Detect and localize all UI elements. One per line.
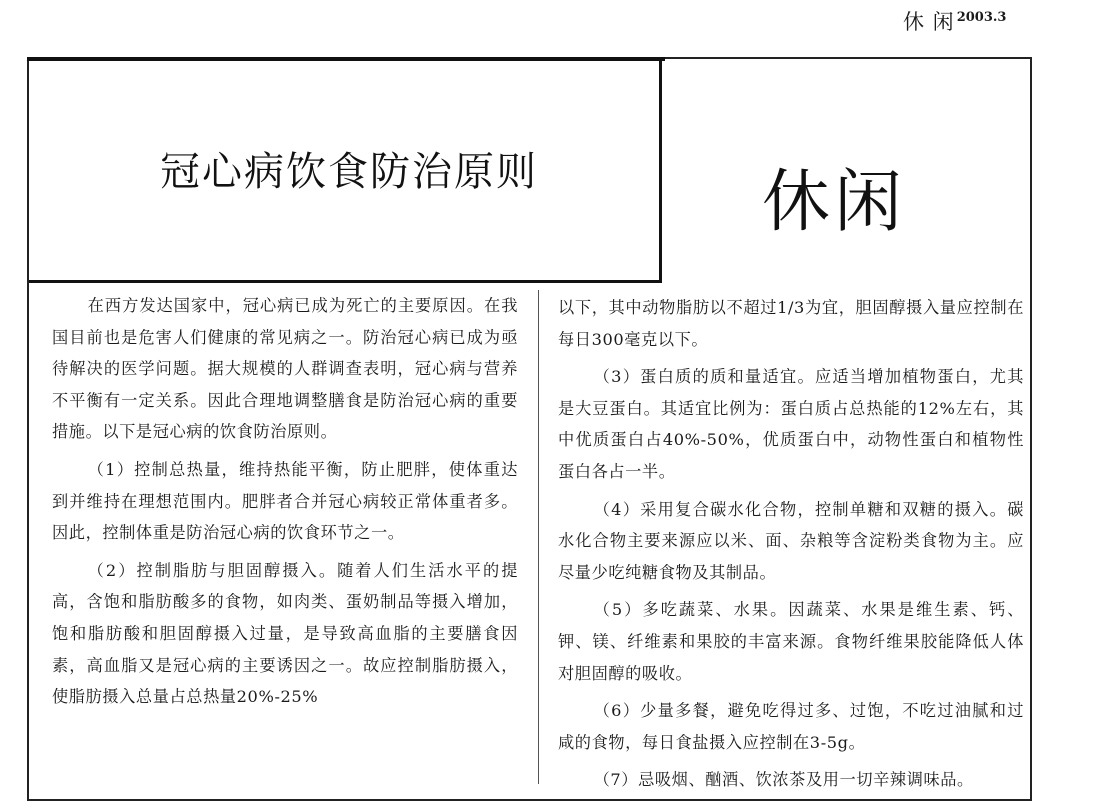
paragraph-principle-7: （7）忌吸烟、酗酒、饮浓茶及用一切辛辣调味品。 [593,770,974,790]
header-section-tag [903,6,1006,36]
section-brand-title: 休闲 [762,163,907,242]
column-divider [538,290,539,784]
paragraph-principle-2-continued: 以下，其中动物脂肪以不超过1/3为宜，胆固醇摄入量应控制在每日300毫克以下。 [558,298,1024,349]
paragraph-principle-1: （1）控制总热量，维持热能平衡，防止肥胖，使体重达到并维持在理想范围内。肥胖者合并冠心病较正常体重者多。因此，控制体重是防治冠心病的饮食环节之一。 [52,459,518,543]
paragraph-principle-2: （2）控制脂肪与胆固醇摄入。随着人们生活水平的提高，含饱和脂肪酸多的食物，如肉类、蛋奶制品等摄入增加，饱和脂肪酸和胆固醇摄入过量，是导致高血脂的主要膳食因素，高血脂又是冠心病的主要诱因之一。故应控制脂肪摄入，使脂肪摄入总量占总热量20%-25% [52,560,518,707]
paragraph-principle-3: （3）蛋白质的质和量适宜。应适当增加植物蛋白，尤其是大豆蛋白。其适宜比例为：蛋白质占总热能的12%左右，其中优质蛋白占40%-50%，优质蛋白中，动物性蛋白和植物性蛋白各占一半。 [558,367,1024,481]
paragraph-intro: 在西方发达国家中，冠心病已成为死亡的主要原因。在我国目前也是危害人们健康的常见病之一。防治冠心病已成为亟待解决的医学问题。据大规模的人群调查表明，冠心病与营养不平衡有一定关系。因此合理地调整膳食是防治冠心病的重要措施。以下是冠心病的饮食防治原则。 [52,296,518,442]
left-column [52,290,518,719]
paragraph-principle-5: （5）多吃蔬菜、水果。因蔬菜、水果是维生素、钙、钾、镁、纤维素和果胶的丰富来源。食物纤维果胶能降低人体对胆固醇的吸收。 [558,600,1024,683]
section-name: 休 闲 [903,10,955,34]
article-title: 冠心病饮食防治原则 [160,149,538,195]
issue-number: 2003.3 [956,10,1007,25]
paragraph-principle-4: （4）采用复合碳水化合物，控制单糖和双糖的摄入。碳水化合物主要来源应以米、面、杂粮等含淀粉类食物为主。应尽量少吃纯糖食物及其制品。 [558,499,1024,582]
paragraph-principle-6: （6）少量多餐，避免吃得过多、过饱，不吃过油腻和过咸的食物，每日食盐摄入应控制在3-5g。 [558,701,1024,752]
right-column [558,292,1024,802]
